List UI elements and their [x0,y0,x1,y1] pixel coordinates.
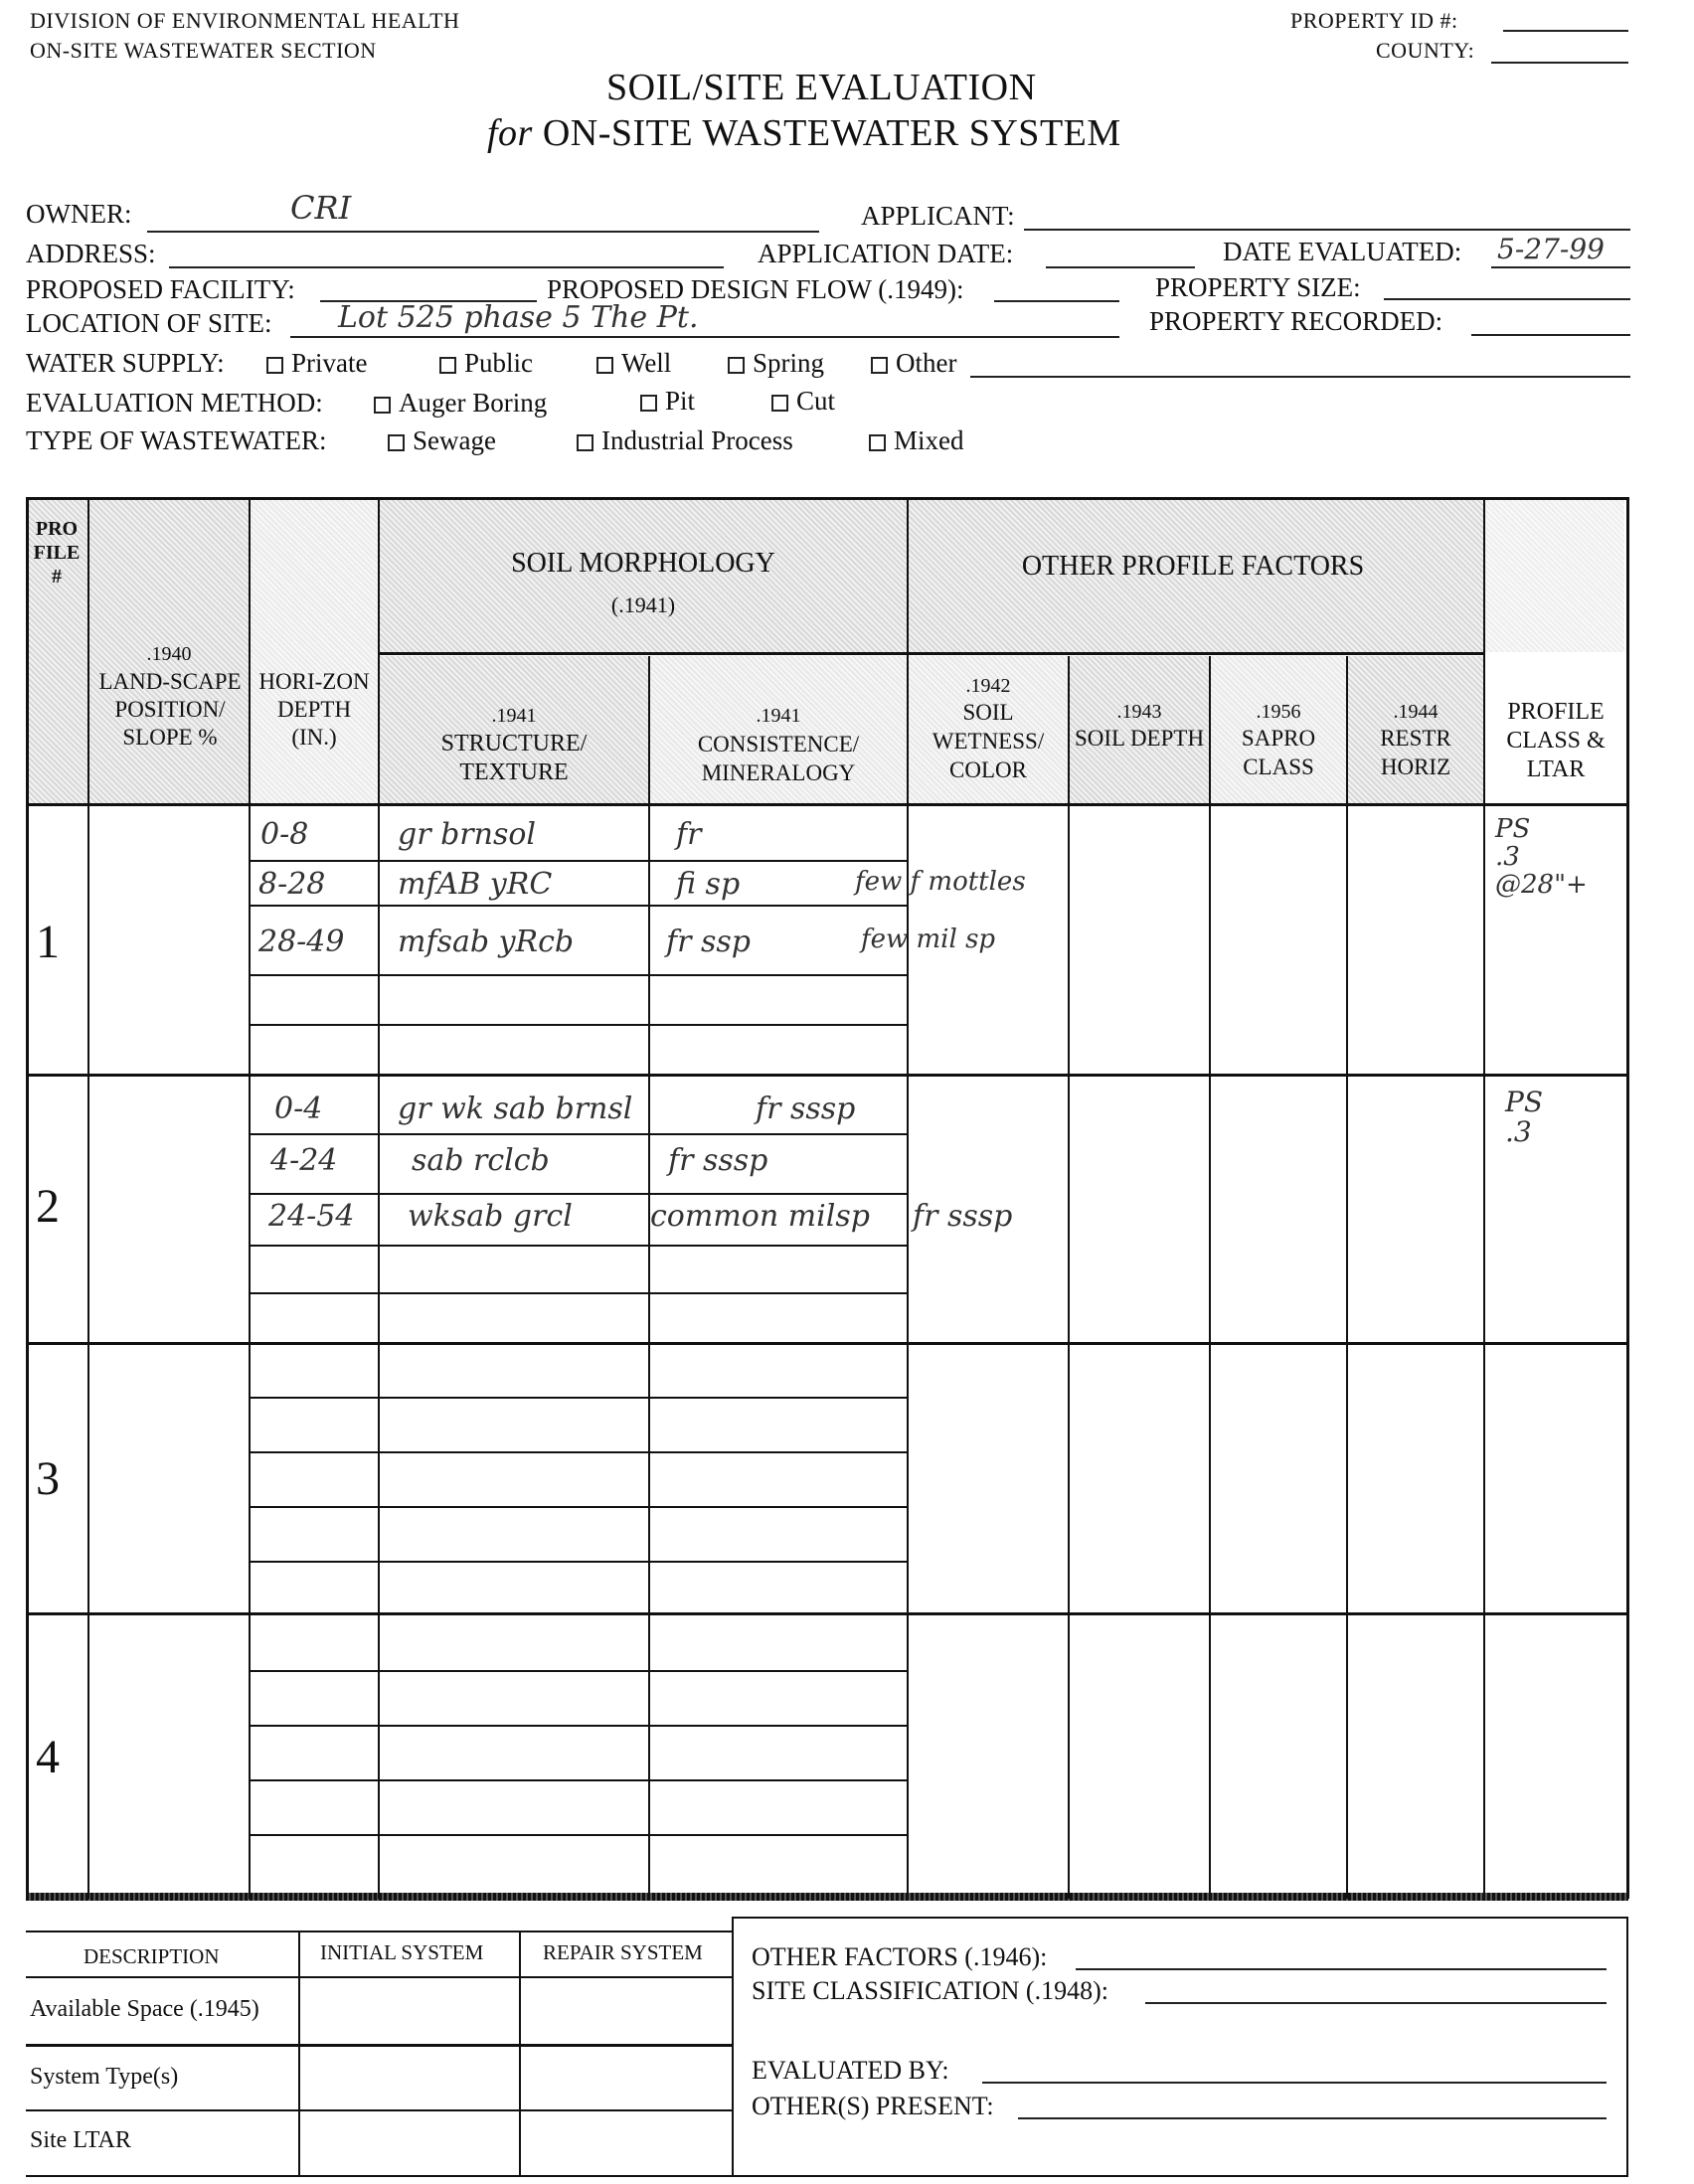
depth-header: SOIL DEPTH [1074,726,1205,751]
wetness-header: SOIL WETNESS/ COLOR [932,700,1045,782]
owner-field[interactable] [147,231,819,233]
p3-row-line [251,1561,907,1563]
vline-sapro [1346,656,1348,1899]
p1-structure-2: mfAB yRC [398,867,553,902]
repair-system-header: REPAIR SYSTEM [543,1940,703,1964]
vline-depth [1209,656,1211,1899]
soil-morphology-code: (.1941) [610,592,676,617]
p1-depth-1: 0-8 [260,817,309,852]
horizon-header: HORI-ZON DEPTH (IN.) [258,669,370,750]
p2-class: PS .3 [1505,1086,1544,1148]
vline-profile [87,497,89,1899]
date-evaluated-value: 5-27-99 [1497,233,1605,265]
p2-consistence-1: fr sssp [756,1092,856,1126]
checkbox[interactable] [388,434,405,451]
p1-consistence-1: fr [676,817,702,852]
county-field[interactable] [1491,62,1628,64]
profile-class-header: PROFILE CLASS & LTAR [1506,699,1606,782]
header-bottom-line [26,803,1628,806]
water-supply-private[interactable] [266,348,367,379]
bottom-border [26,2175,1628,2177]
property-recorded-field[interactable] [1471,334,1630,336]
water-supply-public[interactable] [439,348,533,379]
site-ltar-label: Site LTAR [30,2127,131,2153]
checkbox[interactable] [374,397,391,414]
location-field[interactable] [290,336,1119,338]
property-size-label: PROPERTY SIZE: [1155,272,1361,302]
section-label: ON-SITE WASTEWATER SECTION [30,38,377,63]
checkbox[interactable] [871,357,888,374]
eval-auger-boring[interactable] [374,388,547,419]
profile-1-bottom-line [26,1074,1628,1077]
option-label: Cut [796,386,836,416]
wastewater-industrial[interactable] [577,425,793,456]
wastewater-mixed[interactable] [869,425,964,456]
evaluated-by-label: EVALUATED BY: [752,2056,949,2085]
application-date-label: APPLICATION DATE: [758,239,1014,268]
p2-row-line [251,1292,907,1294]
p1-row-line [251,1024,907,1026]
owner-label: OWNER: [26,199,132,229]
bottom-vline-right [1626,1917,1628,2177]
p1-consistence-2: fi sp [676,867,741,902]
checkbox[interactable] [439,357,456,374]
restr-header: RESTR HORIZ [1380,726,1451,779]
checkbox[interactable] [640,395,657,412]
vline-structure [648,656,650,1899]
p2-depth-2: 4-24 [270,1143,338,1178]
form-subtitle [487,111,1121,155]
location-label: LOCATION OF SITE: [26,308,272,338]
p1-depth-3: 28-49 [258,924,345,959]
date-evaluated-field[interactable] [1491,266,1630,268]
checkbox[interactable] [266,357,283,374]
p4-row-line [251,1725,907,1727]
other-factors-field[interactable] [1076,1968,1607,1970]
bottom-vline [732,1917,734,2177]
water-supply-well[interactable] [596,348,671,379]
bottom-table-top [26,1931,732,1932]
eval-pit[interactable] [640,386,695,417]
option-label: Industrial Process [601,425,793,455]
sapro-code: .1956 [1256,701,1301,723]
form-subtitle-text: ON-SITE WASTEWATER SYSTEM [542,112,1121,154]
consistence-code: .1941 [756,705,801,727]
checkbox[interactable] [577,434,593,451]
p2-row-line [251,1245,907,1247]
p1-wetness-3: few mil sp [861,924,996,954]
date-evaluated-label: DATE EVALUATED: [1223,237,1462,266]
division-label: DIVISION OF ENVIRONMENTAL HEALTH [30,8,460,33]
p2-depth-3: 24-54 [268,1199,355,1234]
form-title: SOIL/SITE EVALUATION [606,67,1037,108]
vline-landscape [249,497,251,1899]
county-label: COUNTY: [1376,38,1475,63]
bottom-vline [519,1931,521,2175]
checkbox[interactable] [728,357,745,374]
initial-system-header: INITIAL SYSTEM [320,1940,484,1964]
p1-row-line [251,860,907,862]
p2-wetness-3: fr sssp [913,1199,1013,1234]
profile-3-number: 3 [36,1452,60,1505]
landscape-code: .1940 [146,643,192,665]
p2-structure-2: sab rclcb [412,1143,550,1178]
other-factors-header: OTHER PROFILE FACTORS [1021,551,1365,582]
address-label: ADDRESS: [26,239,156,268]
profile-1-number: 1 [36,916,60,968]
profile-4-number: 4 [36,1731,60,1783]
p4-row-line [251,1779,907,1781]
design-flow-field[interactable] [994,300,1119,302]
vline-restr [1483,497,1485,1899]
structure-header: STRUCTURE/ TEXTURE [440,731,588,785]
eval-cut[interactable] [771,386,835,417]
form-subtitle-for: for [487,112,533,154]
p2-row-line [251,1133,907,1135]
vline-consistence [907,497,909,1899]
evaluated-by-field[interactable] [982,2082,1607,2084]
address-field[interactable] [169,266,724,268]
depth-code: .1943 [1116,701,1162,723]
vline-left [26,497,29,1899]
p3-row-line [251,1397,907,1399]
available-space-label: Available Space (.1945) [30,1996,259,2022]
shade-horizon [251,499,378,803]
option-label: Mixed [894,425,964,455]
structure-code: .1941 [491,705,537,727]
applicant-label: APPLICANT: [861,201,1015,231]
p1-row-line [251,905,907,907]
wetness-code: .1942 [965,675,1011,697]
p1-consistence-3: fr ssp [666,924,751,959]
profile-3-bottom-line [26,1612,1628,1615]
p4-row-line [251,1670,907,1672]
other-factors-label: OTHER FACTORS (.1946): [752,1942,1048,1971]
option-label: Auger Boring [399,388,548,418]
others-present-field[interactable] [1018,2117,1607,2119]
others-present-label: OTHER(S) PRESENT: [752,2092,994,2120]
landscape-header: LAND-SCAPE POSITION/ SLOPE % [98,669,242,750]
profile-header: PROFILE # [33,518,81,588]
consistence-header: CONSISTENCE/ MINERALOGY [697,732,860,785]
p4-row-line [251,1834,907,1836]
wastewater-type-label: TYPE OF WASTEWATER: [26,425,327,455]
restr-code: .1944 [1393,701,1439,723]
application-date-field[interactable] [1046,266,1195,268]
profile-2-bottom-line [26,1342,1628,1345]
vline-right [1626,497,1629,1899]
wastewater-sewage[interactable] [388,425,496,456]
location-value: Lot 525 phase 5 The Pt. [338,300,699,335]
site-classification-label: SITE CLASSIFICATION (.1948): [752,1976,1108,2005]
vline-wetness [1068,656,1070,1899]
soil-morphology-header: SOIL MORPHOLOGY [511,548,775,579]
option-label: Public [464,348,534,378]
checkbox[interactable] [869,434,886,451]
p3-row-line [251,1506,907,1508]
option-label: Pit [665,386,696,416]
checkbox[interactable] [771,395,788,412]
bottom-vline [298,1931,300,2175]
water-supply-other-field[interactable] [970,376,1630,378]
property-id-field[interactable] [1503,30,1628,32]
water-supply-label: WATER SUPPLY: [26,348,225,378]
table-bottom-border [26,1893,1628,1901]
p2-consistence-3: common milsp [650,1199,870,1234]
p1-depth-2: 8-28 [258,867,326,902]
water-supply-other[interactable] [871,348,956,379]
property-size-field[interactable] [1384,298,1630,300]
property-id-label: PROPERTY ID #: [1290,8,1458,33]
bottom-table-row-line [26,2044,732,2047]
p1-row-line [251,974,907,976]
design-flow-label: PROPOSED DESIGN FLOW (.1949): [547,274,964,304]
p1-class: PS .3 @28"+ [1495,814,1588,900]
p1-structure-3: mfsab yRcb [398,924,575,959]
p2-row-line [251,1193,907,1195]
property-recorded-label: PROPERTY RECORDED: [1149,306,1443,336]
description-header: DESCRIPTION [84,1944,220,1968]
shade-class [1485,499,1624,652]
p2-structure-1: gr wk sab brnsl [398,1092,633,1126]
checkbox[interactable] [596,357,613,374]
option-label: Well [621,348,672,378]
water-supply-spring[interactable] [728,348,824,379]
bottom-table-row-line [26,2109,732,2111]
evaluation-method-label: EVALUATION METHOD: [26,388,323,418]
p2-depth-1: 0-4 [274,1092,323,1126]
applicant-field[interactable] [1024,229,1630,231]
p2-consistence-2: fr sssp [668,1143,768,1178]
bottom-table-header-line [26,1976,732,1978]
table-top-border [26,497,1628,500]
header-mid-line [380,652,1483,655]
owner-value: CRI [290,189,352,227]
option-label: Private [291,348,368,378]
proposed-facility-label: PROPOSED FACILITY: [26,274,295,304]
p3-row-line [251,1451,907,1453]
site-classification-field[interactable] [1145,2002,1607,2004]
profile-2-number: 2 [36,1180,60,1233]
p2-structure-3: wksab grcl [408,1199,573,1234]
sapro-header: SAPRO CLASS [1241,726,1316,779]
p1-wetness-2: few f mottles [855,867,1026,897]
option-label: Other [896,348,957,378]
bottom-right-top [732,1917,1628,1919]
option-label: Sewage [413,425,496,455]
p1-structure-1: gr brnsol [398,817,536,852]
option-label: Spring [753,348,825,378]
system-types-label: System Type(s) [30,2064,179,2090]
